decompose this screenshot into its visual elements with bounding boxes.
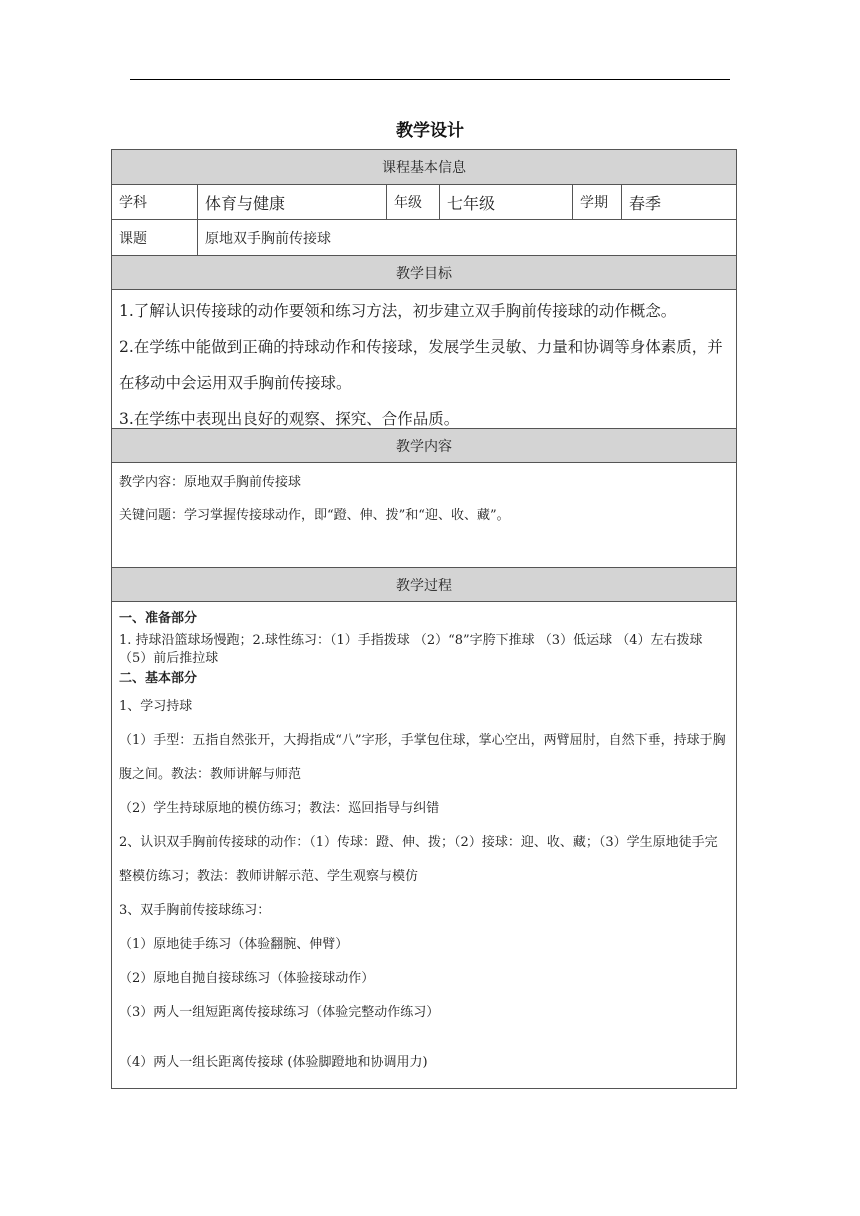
topic-value: 原地双手胸前传接球 [205, 230, 331, 247]
step-3: 3、双手胸前传接球练习： [119, 903, 271, 918]
section-heading-prep: 一、准备部分 [119, 611, 198, 626]
header-rule [130, 79, 730, 80]
content-block [112, 463, 736, 568]
section-header-content: 教学内容 [112, 429, 736, 463]
goal-item: 3.在学练中表现出良好的观察、探究、合作品质。 [119, 410, 460, 428]
step-1a: （1）手型：五指自然张开，大拇指成“八”字形，手掌包住球，掌心空出，两臂屈肘，自然下垂，持球于胸腹之间。教法：教师讲解与师范 [119, 733, 726, 782]
goal-item: 2.在学练中能做到正确的持球动作和传接球，发展学生灵敏、力量和协调等身体素质，并在移动中会运用双手胸前传接球。 [119, 338, 723, 392]
info-row-topic [112, 220, 736, 256]
prep-text: 1. 持球沿篮球场慢跑；2.球性练习：（1）手指拨球 （2）“8”字胯下推球 （3）低运球 （4）左右拨球 （5）前后推拉球 [119, 633, 703, 666]
step-3a: （1）原地徒手练习（体验翻腕、伸臂） [119, 937, 349, 952]
step-3d: （4）两人一组长距离传接球 (体验脚蹬地和协调用力) [119, 1055, 428, 1070]
grade-label: 年级 [387, 185, 440, 219]
process-block [112, 602, 736, 1088]
subject-value: 体育与健康 [198, 185, 387, 219]
step-3b: （2）原地自抛自接球练习（体验接球动作） [119, 971, 375, 986]
step-2: 2、认识双手胸前传接球的动作：（1）传球：蹬、伸、拨；（2）接球：迎、收、藏；（3）学生原地徒手完整模仿练习；教法：教师讲解示范、学生观察与模仿 [119, 835, 718, 884]
step-1: 1、学习持球 [119, 699, 193, 714]
section-header-goals: 教学目标 [112, 256, 736, 290]
section-header-basic-info: 课程基本信息 [112, 150, 736, 185]
topic-label: 课题 [112, 220, 198, 255]
term-label: 学期 [573, 185, 622, 219]
step-1b: （2）学生持球原地的模仿练习；教法：巡回指导与纠错 [119, 801, 440, 816]
term-value: 春季 [629, 193, 662, 213]
page-title: 教学设计 [396, 121, 464, 141]
section-header-process: 教学过程 [112, 568, 736, 602]
goal-item: 1.了解认识传接球的动作要领和练习方法，初步建立双手胸前传接球的动作概念。 [119, 302, 677, 320]
info-row-subject [112, 185, 736, 220]
subject-label: 学科 [112, 185, 198, 219]
section-heading-basic: 二、基本部分 [119, 671, 198, 686]
content-key-question: 关键问题：学习掌握传接球动作，即“蹬、伸、拨”和“迎、收、藏”。 [119, 508, 510, 523]
goals-block [112, 290, 736, 429]
grade-value: 七年级 [440, 185, 573, 219]
content-main: 教学内容：原地双手胸前传接球 [119, 475, 302, 490]
step-3c: （3）两人一组短距离传接球练习（体验完整动作练习） [119, 1005, 440, 1020]
lesson-plan-table [111, 149, 737, 1089]
